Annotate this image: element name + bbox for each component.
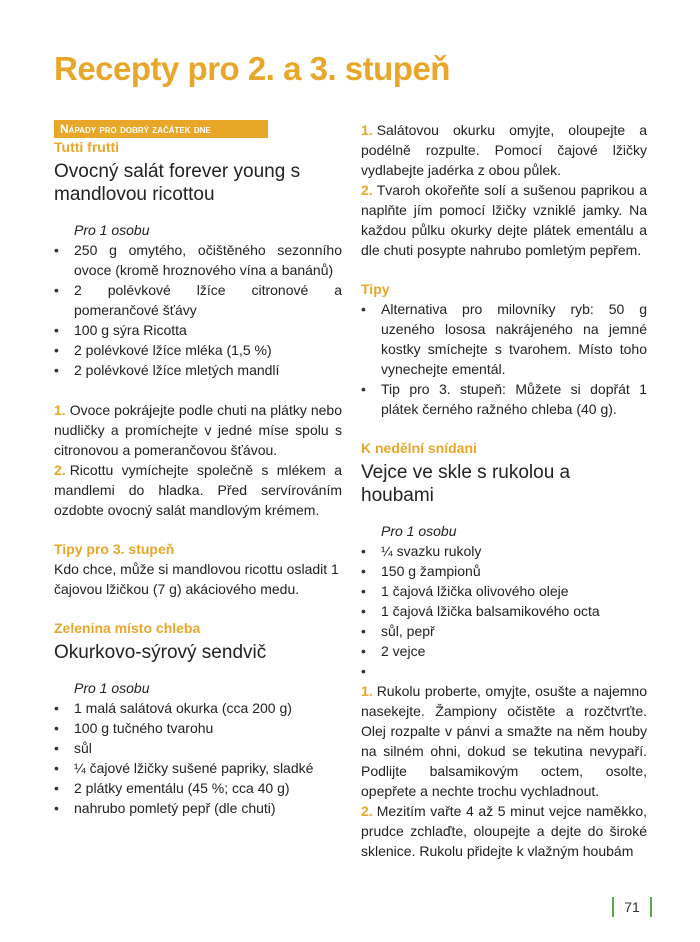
recipe-title: Ovocný salát forever young s mandlovou ricottou — [54, 161, 301, 205]
list-item: • 2 plátky ementálu (45 %; cca 40 g) — [54, 778, 342, 798]
page-title: Recepty pro 2. a 3. stupeň — [54, 50, 450, 87]
recipe-category: Tutti frutti — [54, 139, 120, 155]
servings: Pro 1 osobu — [381, 523, 457, 539]
list-item: • 2 vejce — [361, 641, 647, 661]
step-number: 1. — [54, 402, 66, 418]
left-column — [54, 120, 342, 818]
tip-heading: Tipy pro 3. stupeň — [54, 541, 175, 557]
recipe-step — [54, 460, 342, 520]
servings: Pro 1 osobu — [74, 680, 150, 696]
list-item: • 1 čajová lžička balsamikového octa — [361, 601, 647, 621]
step-text: Mezitím vařte 4 až 5 minut vejce naměkko, prudce zchlaďte, oloupejte a dejte do široké sklenice. Rukolu přidejte k vlažným houbám — [361, 803, 647, 859]
list-item: • 100 g tučného tvarohu — [54, 718, 342, 738]
list-item: • ¼ svazku rukoly — [361, 541, 647, 561]
list-item: • 1 čajová lžička olivového oleje — [361, 581, 647, 601]
list-item: • 100 g sýra Ricotta — [54, 320, 342, 340]
recipe-category: K nedělní snídani — [361, 440, 477, 456]
recipe-step — [361, 180, 647, 260]
recipe-step — [361, 120, 647, 180]
ingredient-list — [54, 240, 342, 380]
page-number: 71 — [612, 897, 652, 917]
tips-heading: Tipy — [361, 281, 390, 297]
list-item: • nahrubo pomletý pepř (dle chuti) — [54, 798, 342, 818]
right-column — [361, 120, 647, 861]
step-text: Salátovou okurku omyjte, oloupejte a podélně rozpulte. Pomocí čajové lžičky vydlabejte jadérka z obou půlek. — [361, 122, 647, 178]
recipe-step — [361, 801, 647, 861]
list-item — [361, 661, 647, 681]
ingredient-list — [54, 698, 342, 818]
recipe-step — [361, 681, 647, 801]
step-text: Tvaroh okořeňte solí a sušenou paprikou a naplňte jím pomocí lžičky vzniklé jamky. Na každou půlku okurky dejte plátek ementálu a dle chuti posypte nahrubo pomletým pepřem. — [361, 182, 647, 258]
list-item: • Tip pro 3. stupeň: Můžete si dopřát 1 plátek černého ražného chleba (40 g). — [361, 379, 647, 419]
step-text: Ricottu vymíchejte společně s mlékem a mandlemi do hladka. Před servírováním ozdobte ovocný salát mandlovým krémem. — [54, 462, 342, 518]
ingredient-list — [361, 541, 647, 681]
servings: Pro 1 osobu — [74, 222, 150, 238]
list-item: • sůl, pepř — [361, 621, 647, 641]
step-number: 2. — [361, 182, 373, 198]
section-label: Nápady pro dobrý začátek dne — [54, 120, 268, 138]
list-item: • 2 polévkové lžíce mletých mandlí — [54, 360, 342, 380]
step-text: Ovoce pokrájejte podle chuti na plátky nebo nudličky a promíchejte v jedné míse spolu s citronovou a pomerančovou šťávou. — [54, 402, 342, 458]
step-number: 1. — [361, 122, 373, 138]
list-item: • 150 g žampionů — [361, 561, 647, 581]
list-item: • 1 malá salátová okurka (cca 200 g) — [54, 698, 342, 718]
recipe-step — [54, 400, 342, 460]
step-number: 1. — [361, 683, 373, 699]
recipe-category: Zelenina místo chleba — [54, 620, 201, 636]
list-item: • 2 polévkové lžíce citronové a pomerančové šťávy — [54, 280, 342, 320]
list-item: • 250 g omytého, očištěného sezonního ovoce (kromě hroznového vína a banánů) — [54, 240, 342, 280]
step-text: Rukolu proberte, omyjte, osušte a najemno nasekejte. Žampiony očistěte a rozčtvrťte. Olej rozpalte v pánvi a smažte na něm houby na silném ohni, dokud se tekutina nevypaří. Podlijte balsamikovým octem, osolte, opepřete a nechte trochu vychladnout. — [361, 683, 647, 799]
tip-text: Kdo chce, může si mandlovou ricottu osladit 1 čajovou lžičkou (7 g) akáciového medu. — [54, 561, 339, 597]
list-item: • Alternativa pro milovníky ryb: 50 g uzeného lososa nakrájeného na jemné kostky smíchejte s tvarohem. Místo toho vynechejte ementál. — [361, 299, 647, 379]
list-item: • 2 polévkové lžíce mléka (1,5 %) — [54, 340, 342, 360]
list-item: • ¼ čajové lžičky sušené papriky, sladké — [54, 758, 342, 778]
recipe-title: Okurkovo-sýrový sendvič — [54, 642, 267, 663]
step-number: 2. — [361, 803, 373, 819]
recipe-title: Vejce ve skle s rukolou a houbami — [361, 462, 571, 506]
step-number: 2. — [54, 462, 66, 478]
list-item: • sůl — [54, 738, 342, 758]
tips-list — [361, 299, 647, 419]
